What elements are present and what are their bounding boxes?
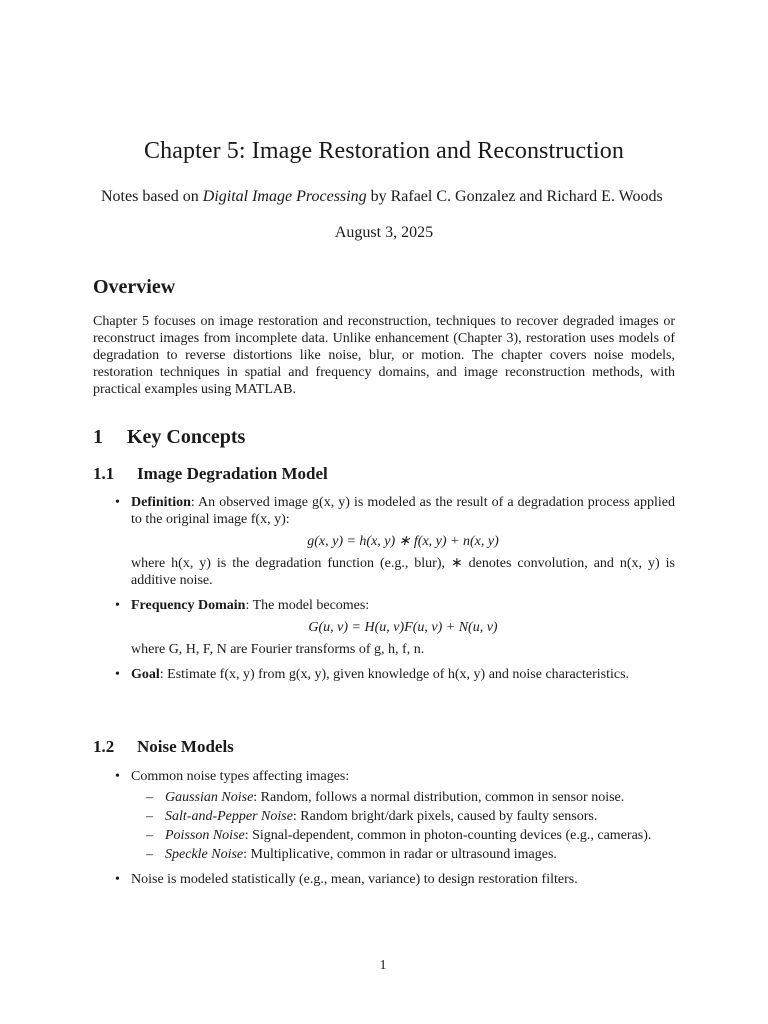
noise-type-gaussian [131, 789, 675, 806]
noise-types-sublist [131, 789, 675, 863]
noise-name: Poisson Noise [165, 828, 245, 843]
list-item-frequency-domain [112, 597, 675, 658]
subsection-number: 1.1 [93, 464, 115, 483]
term-goal: Goal [131, 667, 160, 682]
noise-description: : Random, follows a normal distribution, common in sensor noise. [253, 790, 625, 805]
noise-name: Salt-and-Pepper Noise [165, 809, 293, 824]
book-title: Digital Image Processing [202, 188, 367, 205]
document-author [101, 188, 663, 206]
item-explanation: where h(x, y) is the degradation function (e.g., blur), ∗ denotes convolution, and n(x, y) is additive noise. [131, 556, 675, 588]
subsection-number: 1.2 [93, 737, 115, 756]
subsection-heading-degradation-model [93, 464, 328, 484]
section-title: Key Concepts [127, 426, 246, 448]
degradation-model-list [112, 494, 675, 683]
item-explanation: where G, H, F, N are Fourier transforms of g, h, f, n. [131, 642, 425, 657]
item-text: Common noise types affecting images: [131, 769, 350, 784]
section-number: 1 [93, 426, 103, 448]
noise-type-poisson [131, 827, 675, 844]
document-title: Chapter 5: Image Restoration and Reconstruction [144, 138, 624, 164]
item-text: : An observed image g(x, y) is modeled as the result of a degradation process applied to the original image f(x, y): [131, 495, 675, 527]
noise-type-speckle [131, 846, 675, 863]
overview-heading: Overview [93, 276, 176, 298]
noise-description: : Random bright/dark pixels, caused by faulty sensors. [292, 809, 598, 824]
noise-description: : Signal-dependent, common in photon-counting devices (e.g., cameras). [244, 828, 652, 843]
noise-models-list [112, 768, 675, 888]
author-prefix: Notes based on [101, 188, 203, 205]
item-text: : Estimate f(x, y) from g(x, y), given knowledge of h(x, y) and noise characteristics. [159, 667, 630, 682]
item-text: : The model becomes: [245, 598, 370, 613]
overview-paragraph: Chapter 5 focuses on image restoration and reconstruction, techniques to recover degraded images or reconstruct images from incomplete data. Unlike enhancement (Chapter 3), restoration uses models of degradation to reverse distortions like noise, blur, or motion. The chapter covers noise models, restoration techniques in spatial and frequency domains, and image reconstruction methods, with practical examples using MATLAB. [93, 314, 675, 397]
subsection-title: Image Degradation Model [137, 464, 328, 483]
term-frequency-domain: Frequency Domain [131, 598, 246, 613]
section-heading-key-concepts [93, 426, 245, 449]
noise-name: Speckle Noise [165, 847, 244, 862]
noise-name: Gaussian Noise [165, 790, 254, 805]
document-date: August 3, 2025 [334, 224, 434, 241]
list-item-goal [112, 666, 675, 683]
list-item-noise-statistics [112, 871, 675, 888]
noise-type-salt-pepper [131, 808, 675, 825]
list-item-definition [112, 494, 675, 589]
term-definition: Definition [131, 495, 191, 510]
equation-degradation-frequency: G(u, v) = H(u, v)F(u, v) + N(u, v) [308, 620, 498, 635]
item-text: Noise is modeled statistically (e.g., mean, variance) to design restoration filters. [131, 872, 578, 887]
list-item-noise-types [112, 768, 675, 863]
subsection-heading-noise-models [93, 737, 234, 757]
noise-description: : Multiplicative, common in radar or ultrasound images. [243, 847, 557, 862]
equation-degradation-spatial: g(x, y) = h(x, y) ∗ f(x, y) + n(x, y) [307, 534, 499, 549]
subsection-title: Noise Models [137, 737, 234, 756]
author-names: by Rafael C. Gonzalez and Richard E. Woods [366, 188, 663, 205]
page-number: 1 [379, 958, 387, 973]
